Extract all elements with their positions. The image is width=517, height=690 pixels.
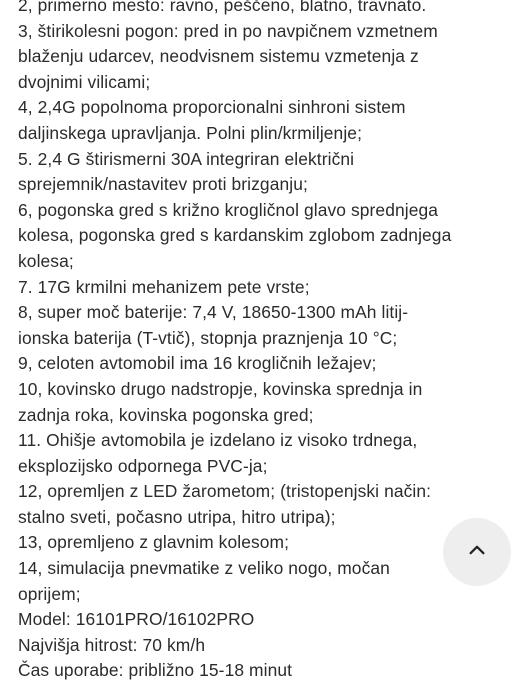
spec-line: 13, opremljeno z glavnim kolesom;	[18, 532, 290, 553]
product-description	[18, 0, 508, 684]
spec-line: 5. 2,4 G štirismerni 30A integriran električni	[18, 148, 355, 169]
spec-line: 9, celoten avtomobil ima 16 krogličnih ležajev;	[18, 353, 377, 374]
chevron-up-icon	[466, 539, 488, 566]
spec-line: daljinskega upravljanja. Polni plin/krmiljenje;	[18, 122, 362, 143]
spec-line: 10, kovinsko drugo nadstropje, kovinska sprednja in	[18, 378, 423, 399]
spec-line: zadnja roka, kovinska pogonska gred;	[18, 404, 314, 425]
spec-line: 6, pogonska gred s križno krogličnol glavo sprednjega	[18, 199, 439, 220]
spec-line: Model: 16101PRO/16102PRO	[18, 609, 255, 630]
spec-line: 12, opremljen z LED žarometom; (tristopenjski način:	[18, 481, 432, 502]
spec-line: kolesa, pogonska gred s kardanskim zglobom zadnjega	[18, 225, 452, 246]
spec-line: 2, primerno mesto: ravno, peščeno, blatno, travnato.	[18, 0, 427, 15]
spec-line: 14, simulacija pnevmatike z veliko nogo, močan	[18, 558, 390, 579]
spec-line: 4, 2,4G popolnoma proporcionalni sinhroni sistem	[18, 97, 406, 118]
spec-line: 3, štirikolesni pogon: pred in po navpičnem vzmetnem	[18, 20, 438, 41]
spec-line: eksplozijsko odpornega PVC-ja;	[18, 455, 268, 476]
spec-line: Čas uporabe: približno 15-18 minut	[18, 660, 293, 681]
spec-line: 8, super moč baterije: 7,4 V, 18650-1300 mAh litij-	[18, 302, 409, 323]
spec-line: blaženju udarcev, neodvisnem sistemu vzmetenja z	[18, 46, 419, 67]
scroll-to-top-button[interactable]	[443, 518, 511, 586]
spec-line: 7. 17G krmilni mehanizem pete vrste;	[18, 276, 310, 297]
spec-line: Najvišja hitrost: 70 km/h	[18, 634, 206, 655]
spec-line: sprejemnik/nastavitev proti brizganju;	[18, 174, 308, 195]
spec-line: 11. Ohišje avtomobila je izdelano iz visoko trdnega,	[18, 430, 418, 451]
spec-line: kolesa;	[18, 250, 74, 271]
spec-line: oprijem;	[18, 583, 81, 604]
spec-line: stalno sveti, počasno utripa, hitro utripa);	[18, 506, 336, 527]
spec-line: dvojnimi vilicami;	[18, 71, 151, 92]
spec-line: ionska baterija (T-vtič), stopnja praznjenja 10 °C;	[18, 327, 398, 348]
